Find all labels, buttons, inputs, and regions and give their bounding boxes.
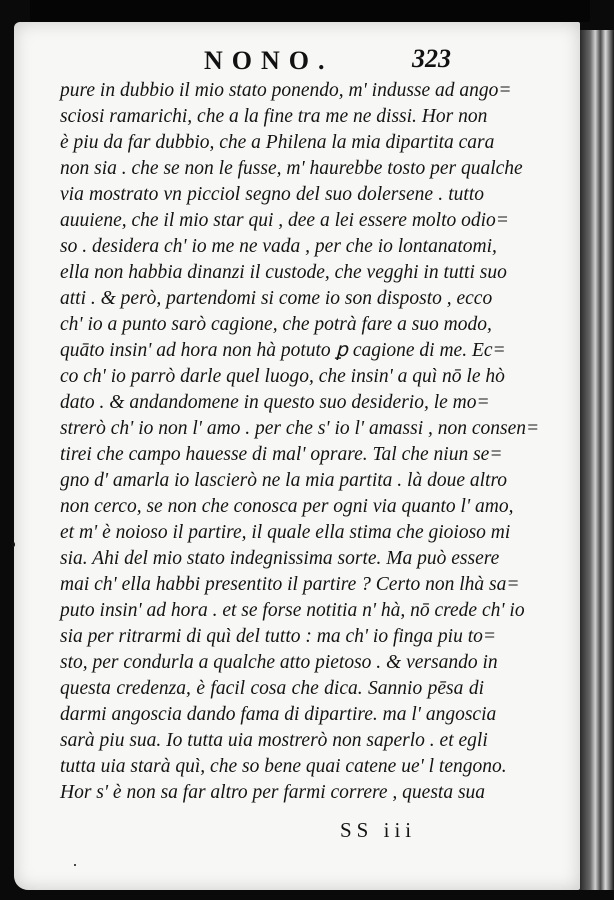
- text-line: non sia . che se non le fusse, m' haurebbe tosto per qualche: [60, 158, 523, 179]
- text-line: so . desidera ch' io me ne vada , per che io lontanatomi,: [60, 236, 497, 257]
- text-line: strerò ch' io non l' amo . per che s' io l' amassi , non consen=: [60, 418, 540, 439]
- text-line: auuiene, che il mio star qui , dee a lei essere molto odio=: [60, 210, 509, 231]
- text-line: tirei che campo hauesse di mal' oprare. Tal che niun se=: [60, 444, 503, 465]
- text-line: atti . & però, partendomi si come io son disposto , ecco: [60, 288, 493, 309]
- text-line: dato . & andandomene in questo suo desiderio, le mo=: [60, 392, 490, 413]
- text-line: co ch' io parrò darle quel luogo, che insin' a quì nō le hò: [60, 366, 505, 387]
- text-line: pure in dubbio il mio stato ponendo, m' indusse ad ango=: [60, 80, 512, 101]
- book-page: [14, 22, 580, 890]
- text-line: darmi angoscia dando fama di dipartire. ma l' angoscia: [60, 704, 497, 725]
- book-fore-edge: [580, 30, 614, 890]
- text-line: sarà piu sua. Io tutta uia mostrerò non saperlo . et egli: [60, 730, 488, 751]
- text-line: quāto insin' ad hora non hà potuto ꝑ cagione di me. Ec=: [60, 340, 506, 361]
- text-line: mai ch' ella habbi presentito il partire ? Certo non lhà sa=: [60, 574, 520, 595]
- text-line: et m' è noioso il partire, il quale ella stima che gioioso mi: [60, 522, 511, 543]
- text-line: sia per ritrarmi di quì del tutto : ma ch' io finga piu to=: [60, 626, 497, 647]
- text-line: Hor s' è non sa far altro per farmi correre , questa sua: [60, 782, 486, 803]
- text-line: è piu da far dubbio, che a Philena la mia dipartita cara: [60, 132, 495, 153]
- running-head: NONO.: [204, 46, 334, 75]
- text-line: ch' io a punto sarò cagione, che potrà fare a suo modo,: [60, 314, 492, 335]
- text-line: questa credenza, è facil cosa che dica. Sannio pēsa di: [60, 678, 484, 699]
- text-line: sia. Ahi del mio stato indegnissima sorte. Ma può essere: [60, 548, 500, 569]
- text-line: ella non habbia dinanzi il custode, che vegghi in tutti suo: [60, 262, 507, 283]
- text-line: via mostrato vn picciol segno del suo dolersene . tutto: [60, 184, 484, 205]
- body-text: [60, 78, 540, 806]
- ink-speck: [12, 542, 15, 547]
- text-line: sciosi ramarichi, che a la fine tra me ne dissi. Hor non: [60, 106, 488, 127]
- text-line: non cerco, se non che conosca per ogni via quanto l' amo,: [60, 496, 514, 517]
- text-line: tutta uia starà quì, che so bene quai catene ue' l tengono.: [60, 756, 507, 777]
- text-line: gno d' amarla io lascierò ne la mia partita . là doue altro: [60, 470, 508, 491]
- scan-top-border: [30, 0, 590, 22]
- text-line: sto, per condurla a qualche atto pietoso . & versando in: [60, 652, 498, 673]
- text-line: puto insin' ad hora . et se forse notitia n' hà, nō crede ch' io: [60, 600, 525, 621]
- ink-speck: [74, 864, 76, 866]
- page-number: 323: [412, 44, 451, 73]
- signature-mark: SS iii: [340, 818, 417, 842]
